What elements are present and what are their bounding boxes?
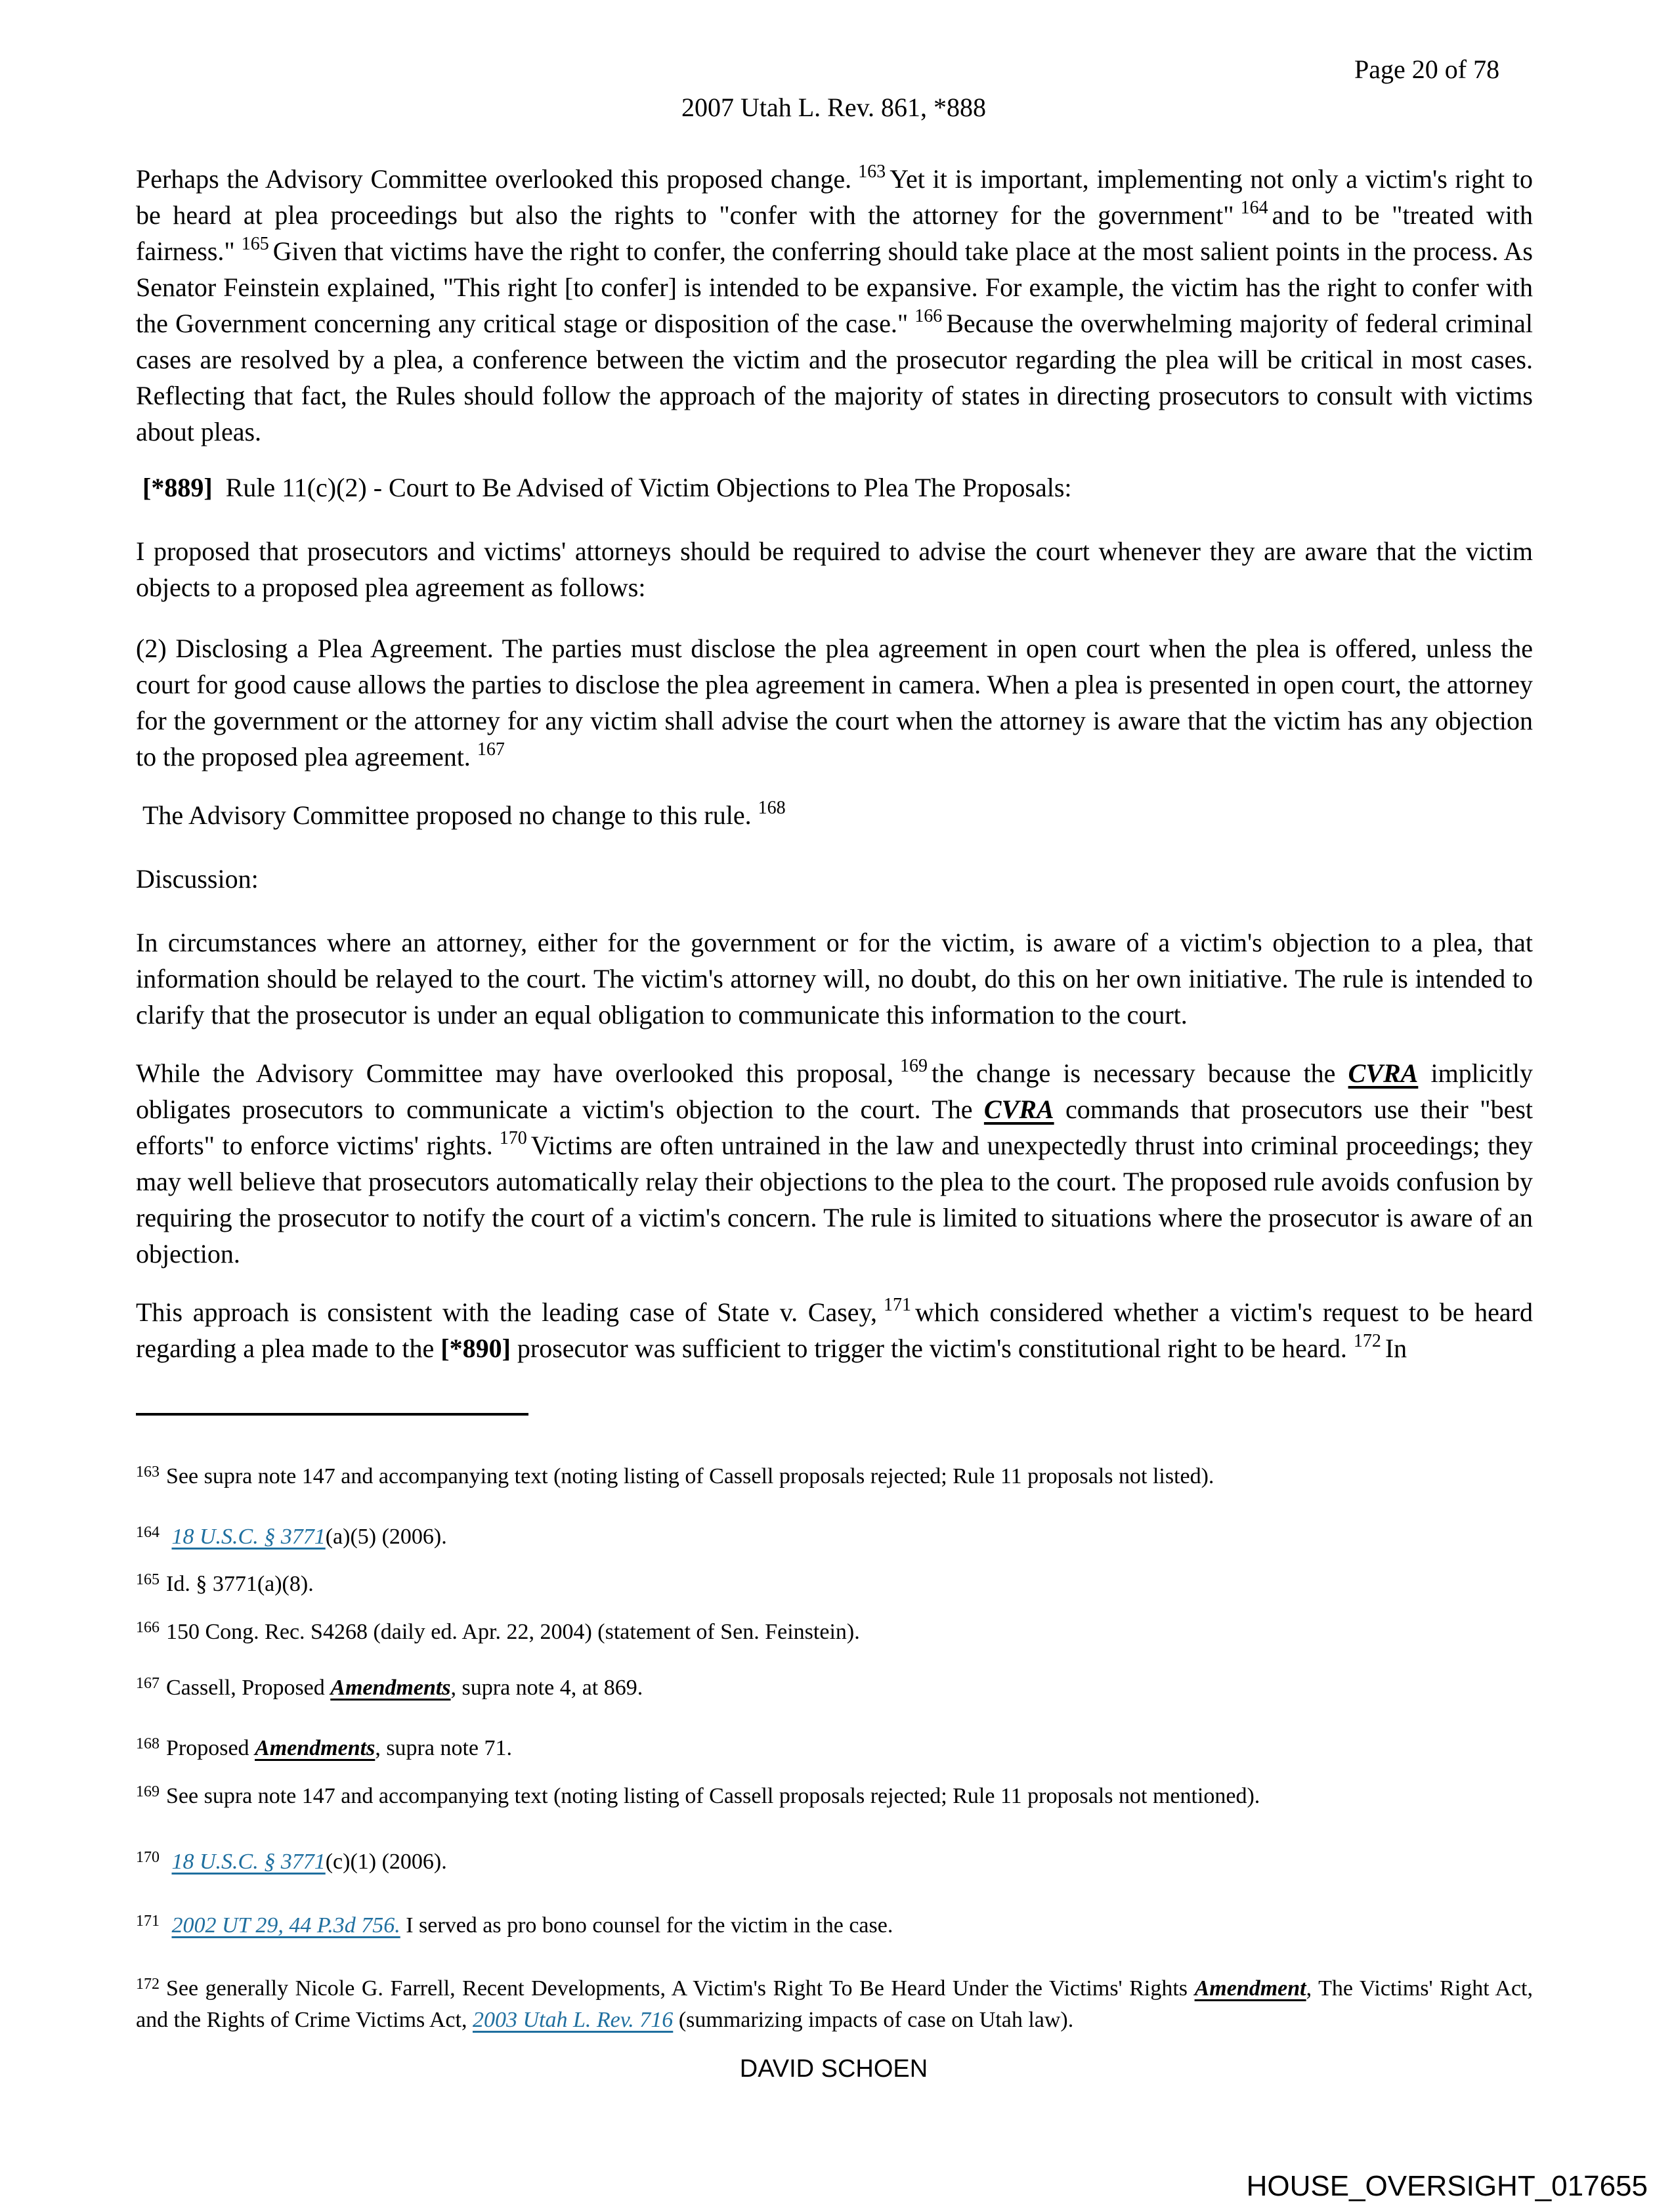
footnote-ref[interactable]: 168 (758, 798, 786, 818)
footnote-ref[interactable]: 170 (499, 1128, 527, 1148)
footnote-168: $^{168}$ Proposed Amendments, supra note 71. (136, 1735, 512, 1760)
footer-author-name: DAVID SCHOEN (739, 2055, 928, 2083)
footnote-172: $^{172}$ See generally Nicole G. Farrell, Recent Developments, A Victim's Right To Be Heard Under the Victims' Rights Amendment, The Victims' Right Act, and the Rights of Crime Victims Act, 2003 Utah L. Rev. 716 (summarizing impacts of case on Utah law). (136, 1976, 1534, 2032)
star-page-marker: [*889] (142, 473, 213, 502)
case-citation-link[interactable]: 2002 UT 29, 44 P.3d 756. (171, 1913, 400, 1938)
star-page-marker: [*890] (440, 1334, 511, 1363)
paragraph: The Advisory Committee proposed no change to this rule. $^{168}$ (142, 798, 786, 830)
footnote-ref[interactable]: 169 (900, 1056, 928, 1076)
bates-number: HOUSE_OVERSIGHT_017655 (1246, 2170, 1648, 2202)
footnote-164: $^{164}$ 18 U.S.C. § 3771(a)(5) (2006). (136, 1524, 447, 1549)
paragraph: While the Advisory Committee may have overlooked this proposal, $^{169}$ the change is necessary because the CVRA implicitly obligates prosecutors to communicate a victim's objection to the court. The CVRA commands that prosecutors use their "best efforts" to enforce victims' rights. $^{170}$ Victims are often untrained in the law and unexpectedly thrust into criminal proceedings; they may well believe that prosecutors automatically relay their objections to the plea to the court. The proposed rule avoids confusion by requiring the prosecutor to notify the court of a victim's concern. The rule is limited to situations where the prosecutor is aware of an objection. (136, 1056, 1534, 1269)
amendment-term-link[interactable]: Amendment (1194, 1976, 1306, 2001)
footnote-ref[interactable]: 172 (1353, 1331, 1381, 1351)
footnote-171: $^{171}$ 2002 UT 29, 44 P.3d 756. I served as pro bono counsel for the victim in the case. (136, 1913, 893, 1938)
section-heading: [*889] Rule 11(c)(2) - Court to Be Advised of Victim Objections to Plea The Proposals: (142, 473, 1072, 502)
footnote-170: $^{170}$ 18 U.S.C. § 3771(c)(1) (2006). (136, 1849, 447, 1874)
paragraph: This approach is consistent with the leading case of State v. Casey, $^{171}$ which considered whether a victim's request to be heard regarding a plea made to the [*890] prosecutor was sufficient to trigger the victim's constitutional right to be heard. $^{172}$ In (136, 1295, 1533, 1363)
statute-link[interactable]: 18 U.S.C. § 3771 (171, 1525, 326, 1549)
footnote-167: $^{167}$ Cassell, Proposed Amendments, supra note 4, at 869. (136, 1675, 643, 1700)
proposed-rule-text: (2) Disclosing a Plea Agreement. The parties must disclose the plea agreement in open court when the plea is offered, unless the court for good cause allows the parties to disclose the plea agreement in camera. When a plea is presented in open court, the attorney for the government or the attorney for any victim shall advise the court when the attorney is aware that the victim has any objection to the proposed plea agreement. $^{167}$ (136, 634, 1533, 771)
paragraph: Perhaps the Advisory Committee overlooked this proposed change. $^{163}$ Yet it is important, implementing not only a victim's right to be heard at plea proceedings but also the rights to "confer with the attorney for the government" $^{164}$ and to be "treated with fairness." $^{165}$ Given that victims have the right to confer, the conferring should take place at the most salient points in the process. As Senator Feinstein explained, "This right [to confer] is intended to be expansive. For example, the victim has the right to confer with the Government concerning any critical stage or disposition of the case." $^{166}$ Because the overwhelming majority of federal criminal cases are resolved by a plea, a conference between the victim and the prosecutor regarding the plea will be critical in most cases. Reflecting that fact, the Rules should follow the approach of the majority of states in directing prosecutors to consult with victims about pleas. (136, 162, 1534, 446)
discussion-label: Discussion: (136, 864, 259, 894)
footnote-ref[interactable]: 163 (858, 162, 886, 182)
footnote-ref[interactable]: 166 (914, 306, 943, 326)
footnote-divider (136, 1413, 528, 1416)
amendments-term-link[interactable]: Amendments (330, 1676, 451, 1700)
footnote-ref[interactable]: 167 (477, 739, 505, 760)
law-review-link[interactable]: 2003 Utah L. Rev. 716 (472, 2008, 674, 2032)
footnote-169: $^{169}$ See supra note 147 and accompanying text (noting listing of Cassell proposals rejected; Rule 11 proposals not mentioned). (136, 1783, 1260, 1808)
paragraph: I proposed that prosecutors and victims' attorneys should be required to advise the court whenever they are aware that the victim objects to a proposed plea agreement as follows: (136, 536, 1533, 602)
footnote-163: $^{163}$ See supra note 147 and accompanying text (noting listing of Cassell proposals rejected; Rule 11 proposals not listed). (136, 1464, 1214, 1488)
cvra-term-link[interactable]: CVRA (983, 1095, 1054, 1124)
footnote-ref[interactable]: 165 (241, 234, 269, 254)
running-head-citation: 2007 Utah L. Rev. 861, *888 (681, 93, 987, 122)
footnote-ref[interactable]: 171 (883, 1295, 911, 1315)
paragraph: In circumstances where an attorney, either for the government or for the victim, is aware of a victim's objection to a plea, that information should be relayed to the court. The victim's attorney will, no doubt, do this on her own initiative. The rule is intended to clarify that the prosecutor is under an equal obligation to communicate this information to the court. (136, 928, 1533, 1030)
footnote-ref[interactable]: 164 (1240, 198, 1268, 218)
footnote-166: $^{166}$ 150 Cong. Rec. S4268 (daily ed. Apr. 22, 2004) (statement of Sen. Feinstein). (136, 1619, 860, 1644)
cvra-term-link[interactable]: CVRA (1348, 1058, 1419, 1088)
page-number: Page 20 of 78 (1354, 54, 1500, 84)
statute-link[interactable]: 18 U.S.C. § 3771 (171, 1850, 326, 1874)
footnote-165: $^{165}$ Id. § 3771(a)(8). (136, 1571, 314, 1596)
amendments-term-link[interactable]: Amendments (255, 1736, 376, 1760)
article-body (136, 161, 1533, 1366)
